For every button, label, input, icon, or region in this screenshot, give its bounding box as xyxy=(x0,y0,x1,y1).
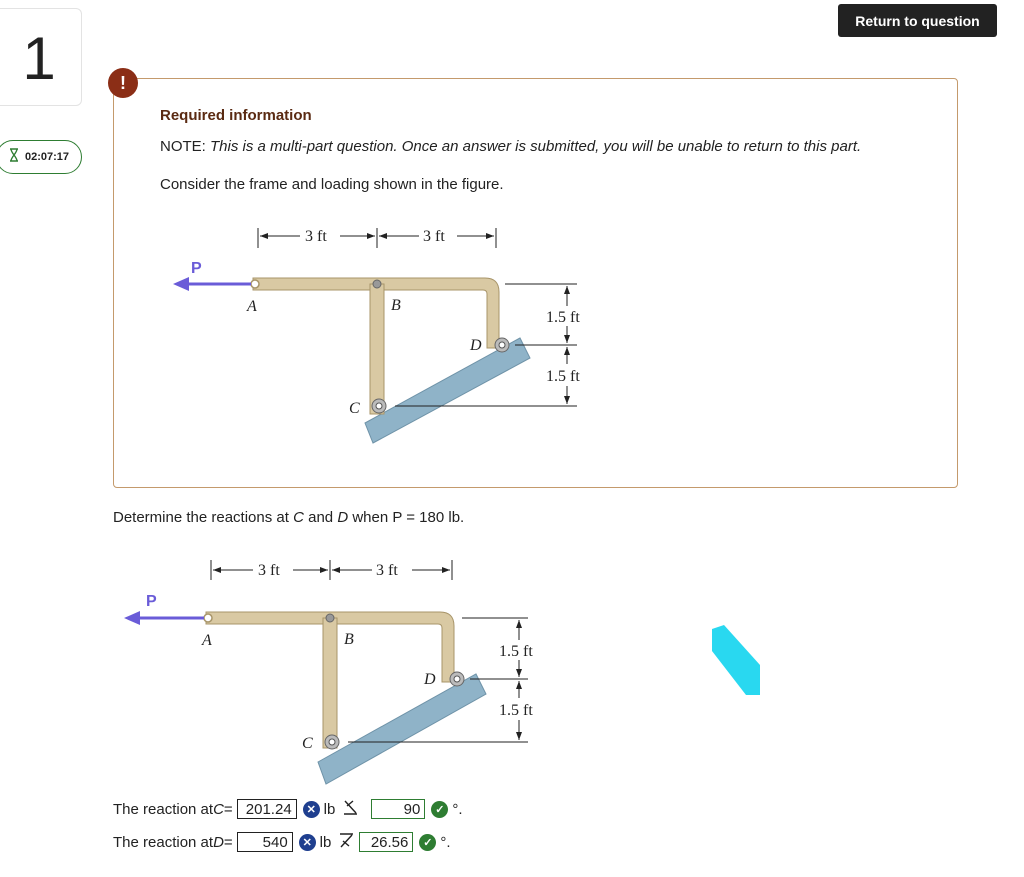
dim-right-label: 3 ft xyxy=(423,228,445,245)
reaction-c-unit: lb xyxy=(323,800,336,818)
label-c-2: C xyxy=(302,735,313,752)
reaction-d-eq: = xyxy=(223,833,233,851)
alert-icon: ! xyxy=(108,68,138,98)
load-label-2: P xyxy=(146,593,157,610)
hourglass-icon xyxy=(9,148,19,167)
note-body: This is a multi-part question. Once an answer is submitted, you will be unable to return to this part. xyxy=(210,138,862,155)
reaction-c-row xyxy=(113,797,463,821)
label-d: D xyxy=(470,337,482,354)
correct-icon: ✓ xyxy=(419,834,436,851)
frame-figure-top xyxy=(165,218,605,458)
load-label: P xyxy=(191,260,202,277)
reaction-c-var: C xyxy=(213,800,224,818)
label-b: B xyxy=(391,297,401,314)
note-text xyxy=(160,137,900,156)
prompt-pre: Determine the reactions at xyxy=(113,509,294,526)
return-to-question-button[interactable]: Return to question xyxy=(838,4,997,37)
reaction-d-magnitude-input[interactable]: 540 xyxy=(237,832,293,852)
label-a-2: A xyxy=(202,632,212,649)
dim-upper-label-2: 1.5 ft xyxy=(499,643,533,660)
reaction-d-unit: lb xyxy=(319,833,332,851)
timer-badge xyxy=(0,140,82,174)
reaction-d-var: D xyxy=(213,833,224,851)
prompt-var-c: C xyxy=(293,509,304,526)
label-c: C xyxy=(349,400,360,417)
label-b-2: B xyxy=(344,631,354,648)
prompt-var-d: D xyxy=(337,509,349,526)
dim-left-label-2: 3 ft xyxy=(258,562,280,579)
incorrect-icon: ✕ xyxy=(299,834,316,851)
required-information-title: Required information xyxy=(160,107,312,124)
frame-figure-bottom xyxy=(118,552,558,792)
prompt-and: and xyxy=(303,509,338,526)
label-d-2: D xyxy=(424,671,436,688)
dim-upper-label: 1.5 ft xyxy=(546,309,580,326)
prompt-post: when P = 180 lb. xyxy=(348,509,465,526)
reaction-c-label-pre: The reaction at xyxy=(113,800,214,818)
correct-icon: ✓ xyxy=(431,801,448,818)
reaction-c-magnitude-input[interactable]: 201.24 xyxy=(237,799,297,819)
reaction-d-label-pre: The reaction at xyxy=(113,833,214,851)
reaction-d-row xyxy=(113,830,451,854)
reaction-d-angle-input[interactable]: 26.56 xyxy=(359,832,413,852)
label-a: A xyxy=(247,298,257,315)
cursor-highlight-shape xyxy=(710,625,762,697)
question-prompt xyxy=(113,509,464,526)
dim-left-label: 3 ft xyxy=(305,228,327,245)
angle-direction-icon[interactable] xyxy=(337,831,355,853)
question-number-panel xyxy=(0,8,82,106)
reaction-c-degree: °. xyxy=(452,800,463,818)
dim-lower-label: 1.5 ft xyxy=(546,368,580,385)
note-prefix: NOTE: xyxy=(160,138,211,155)
question-number: 1 xyxy=(22,25,56,92)
reaction-c-eq: = xyxy=(223,800,233,818)
incorrect-icon: ✕ xyxy=(303,801,320,818)
dim-right-label-2: 3 ft xyxy=(376,562,398,579)
consider-text: Consider the frame and loading shown in the figure. xyxy=(160,176,504,193)
reaction-c-angle-input[interactable]: 90 xyxy=(371,799,425,819)
angle-direction-icon[interactable] xyxy=(341,798,359,820)
reaction-d-degree: °. xyxy=(440,833,451,851)
dim-lower-label-2: 1.5 ft xyxy=(499,702,533,719)
timer-text: 02:07:17 xyxy=(25,151,70,163)
